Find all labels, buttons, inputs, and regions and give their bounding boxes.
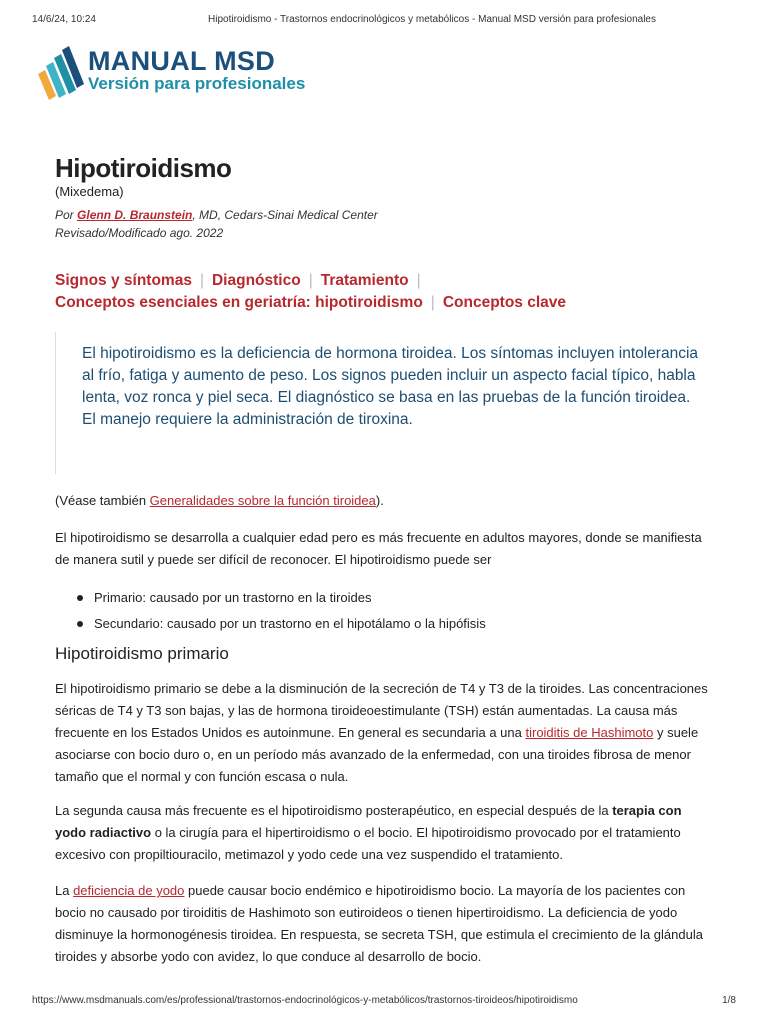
see-also-suffix: ).	[375, 493, 384, 508]
iodine-deficiency-link[interactable]: deficiencia de yodo	[73, 883, 185, 898]
p2-bold: terapia con yodo radiactivo	[55, 803, 682, 840]
print-title: Hipotiroidismo - Trastornos endocrinológicos y metabólicos - Manual MSD versión para profesionales	[208, 14, 656, 25]
nav-link-geriatria[interactable]: Conceptos esenciales en geriatría: hipotiroidismo	[55, 294, 423, 311]
list-item: Secundario: causado por un trastorno en el hipotálamo o la hipófisis	[75, 611, 486, 637]
nav-separator: |	[416, 272, 421, 289]
p2-text-end: o la cirugía para el hipertiroidismo o el bocio. El hipotiroidismo provocado por el tratamiento excesivo con propiltiouracilo, metimazol y yodo cede una vez suspendido el tratamiento.	[55, 825, 681, 862]
nav-separator: |	[308, 272, 313, 289]
nav-link-tratamiento[interactable]: Tratamiento	[320, 272, 409, 289]
summary-box	[55, 332, 716, 474]
by-prefix: Por	[55, 208, 74, 222]
paragraph-posttherapeutic	[55, 800, 715, 866]
print-url: https://www.msdmanuals.com/es/professional/trastornos-endocrinológicos-y-metabólicos/trastornos-tiroideos/hipotiroidismo	[32, 995, 578, 1006]
paragraph-primary-cause	[55, 678, 715, 788]
logo-brand: MANUAL MSD	[88, 46, 275, 76]
nav-link-signos[interactable]: Signos y síntomas	[55, 272, 192, 289]
title-alias: (Mixedema)	[55, 184, 124, 199]
paragraph-iodine	[55, 880, 715, 968]
summary-text: El hipotiroidismo es la deficiencia de hormona tiroidea. Los síntomas incluyen intolerancia al frío, fatiga y aumento de peso. Los signos pueden incluir un aspecto facial típico, habla lenta, voz ronca y piel seca. El diagnóstico se basa en las pruebas de la función tiroidea. El manejo requiere la administración de tiroxina.	[82, 345, 699, 428]
page-number: 1/8	[722, 995, 736, 1006]
p3-text-end: puede causar bocio endémico e hipotiroidismo bocio. La mayoría de los pacientes con bocio no causado por tiroiditis de Hashimoto son eutiroideos o tienen hipertiroidismo. La deficiencia de yodo disminuye la hormonogénesis tiroidea. En respuesta, se secreta TSH, que estimula el crecimiento de la glándula tiroides y absorbe yodo con avidez, lo que conduce al desarrollo de bocio.	[55, 883, 703, 964]
p2-text: La segunda causa más frecuente es el hipotiroidismo posterapéutico, en especial después de la	[55, 803, 613, 818]
print-date: 14/6/24, 10:24	[32, 14, 96, 25]
see-also-link[interactable]: Generalidades sobre la función tiroidea	[149, 493, 376, 508]
p3-text: La	[55, 883, 74, 898]
author-link[interactable]: Glenn D. Braunstein	[77, 208, 193, 222]
page-title: Hipotiroidismo	[55, 153, 232, 183]
logo-subtitle: Versión para profesionales	[88, 74, 306, 93]
type-list	[75, 585, 486, 637]
msd-logo-mark-icon	[36, 44, 86, 100]
see-also-prefix: (Véase también	[55, 493, 150, 508]
see-also	[55, 490, 715, 512]
nav-link-conceptos-clave[interactable]: Conceptos clave	[442, 294, 567, 311]
byline	[55, 208, 378, 222]
nav-separator: |	[199, 272, 204, 289]
p1-text-end: y suele asociarse con bocio duro o, en un período más avanzado de la enfermedad, con una tiroides fibrosa de menor tamaño que el normal y con función escasa o nula.	[55, 725, 699, 784]
nav-separator: |	[430, 294, 435, 311]
author-affiliation: , MD, Cedars-Sinai Medical Center	[192, 208, 378, 222]
section-nav	[55, 270, 715, 314]
revised-date: Revisado/Modificado ago. 2022	[55, 226, 224, 240]
nav-link-diagnostico[interactable]: Diagnóstico	[211, 272, 301, 289]
intro-paragraph: El hipotiroidismo se desarrolla a cualquier edad pero es más frecuente en adultos mayores, donde se manifiesta de manera sutil y puede ser difícil de reconocer. El hipotiroidismo puede ser	[55, 530, 702, 567]
p1-text: El hipotiroidismo primario se debe a la disminución de la secreción de T4 y T3 de la tiroides. Las concentraciones séricas de T4 y T3 son bajas, y las de hormona tiroideoestimulante (TSH) están aumentadas. La causa más frecuente en los Estados Unidos es autoinmune. En general es secundaria a una	[55, 681, 708, 740]
section-heading: Hipotiroidismo primario	[55, 644, 229, 663]
hashimoto-link[interactable]: tiroiditis de Hashimoto	[525, 725, 654, 740]
list-item: Primario: causado por un trastorno en la tiroides	[75, 585, 486, 611]
